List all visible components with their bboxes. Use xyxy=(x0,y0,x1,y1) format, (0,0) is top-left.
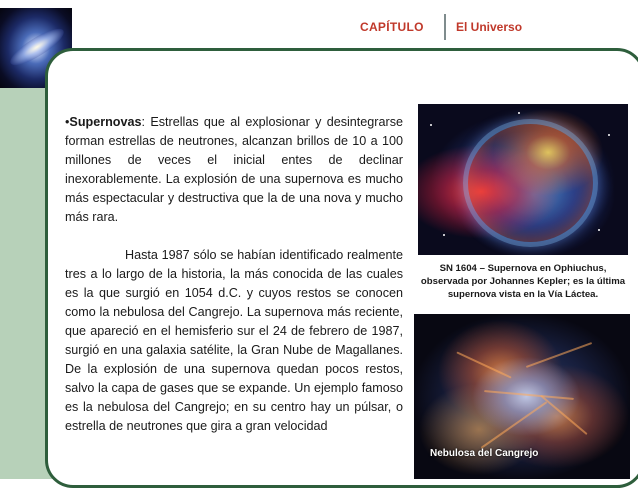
nebula-filament xyxy=(484,390,574,400)
star xyxy=(518,112,520,114)
subject-title: El Universo xyxy=(456,20,523,34)
crab-caption: Nebulosa del Cangrejo xyxy=(430,448,539,459)
nebula-filament xyxy=(540,395,587,435)
bullet: • xyxy=(65,115,70,129)
nebula-filament xyxy=(526,342,592,368)
paragraph-2: Hasta 1987 sólo se habían identificado realmente tres a lo largo de la historia, la más conocida de las cuales es la que surgió en 1054 d.C. y cuyos restos se conocen como la nebulosa del Cangrejo. La supernova más reciente, que apareció en el hemisferio sur el 24 de febrero de 1987, surgió en una galaxia satélite, la Gran Nube de Magallanes. De la explosión de una supernova quedan pocos restos, salvo la capa de gases que se expande. Un ejemplo famoso es la nebulosa del Cangrejo; en su centro hay un púlsar, o estrella de neutrones que gira a gran velocidad xyxy=(65,248,403,433)
star xyxy=(443,234,445,236)
term-supernovas: Supernovas xyxy=(69,115,142,129)
supernova-remnant-shell xyxy=(463,119,598,247)
chapter-label: CAPÍTULO xyxy=(360,20,424,34)
paragraph-supernovas xyxy=(65,113,403,227)
header-divider xyxy=(444,14,446,40)
nebula-filament xyxy=(456,351,511,378)
star xyxy=(598,229,600,231)
body-text xyxy=(65,113,403,436)
kepler-caption: SN 1604 – Supernova en Ophiuchus, observada por Johannes Kepler; es la última supernova vista en la Vía Láctea. xyxy=(420,263,626,300)
paragraph-1-text: : Estrellas que al explosionar y desintegrarse forman estrellas de neutrones, alcanzan brillos de 10 a 100 millones de veces el inicial entes de declinar inexorablemente. La explosión de una supernova es mucho más espectacular y destructiva que la de una nova y mucho más rara. xyxy=(65,115,403,224)
star xyxy=(608,134,610,136)
star xyxy=(430,124,432,126)
kepler-supernova-image xyxy=(418,104,628,255)
nebula-filament xyxy=(481,401,548,449)
